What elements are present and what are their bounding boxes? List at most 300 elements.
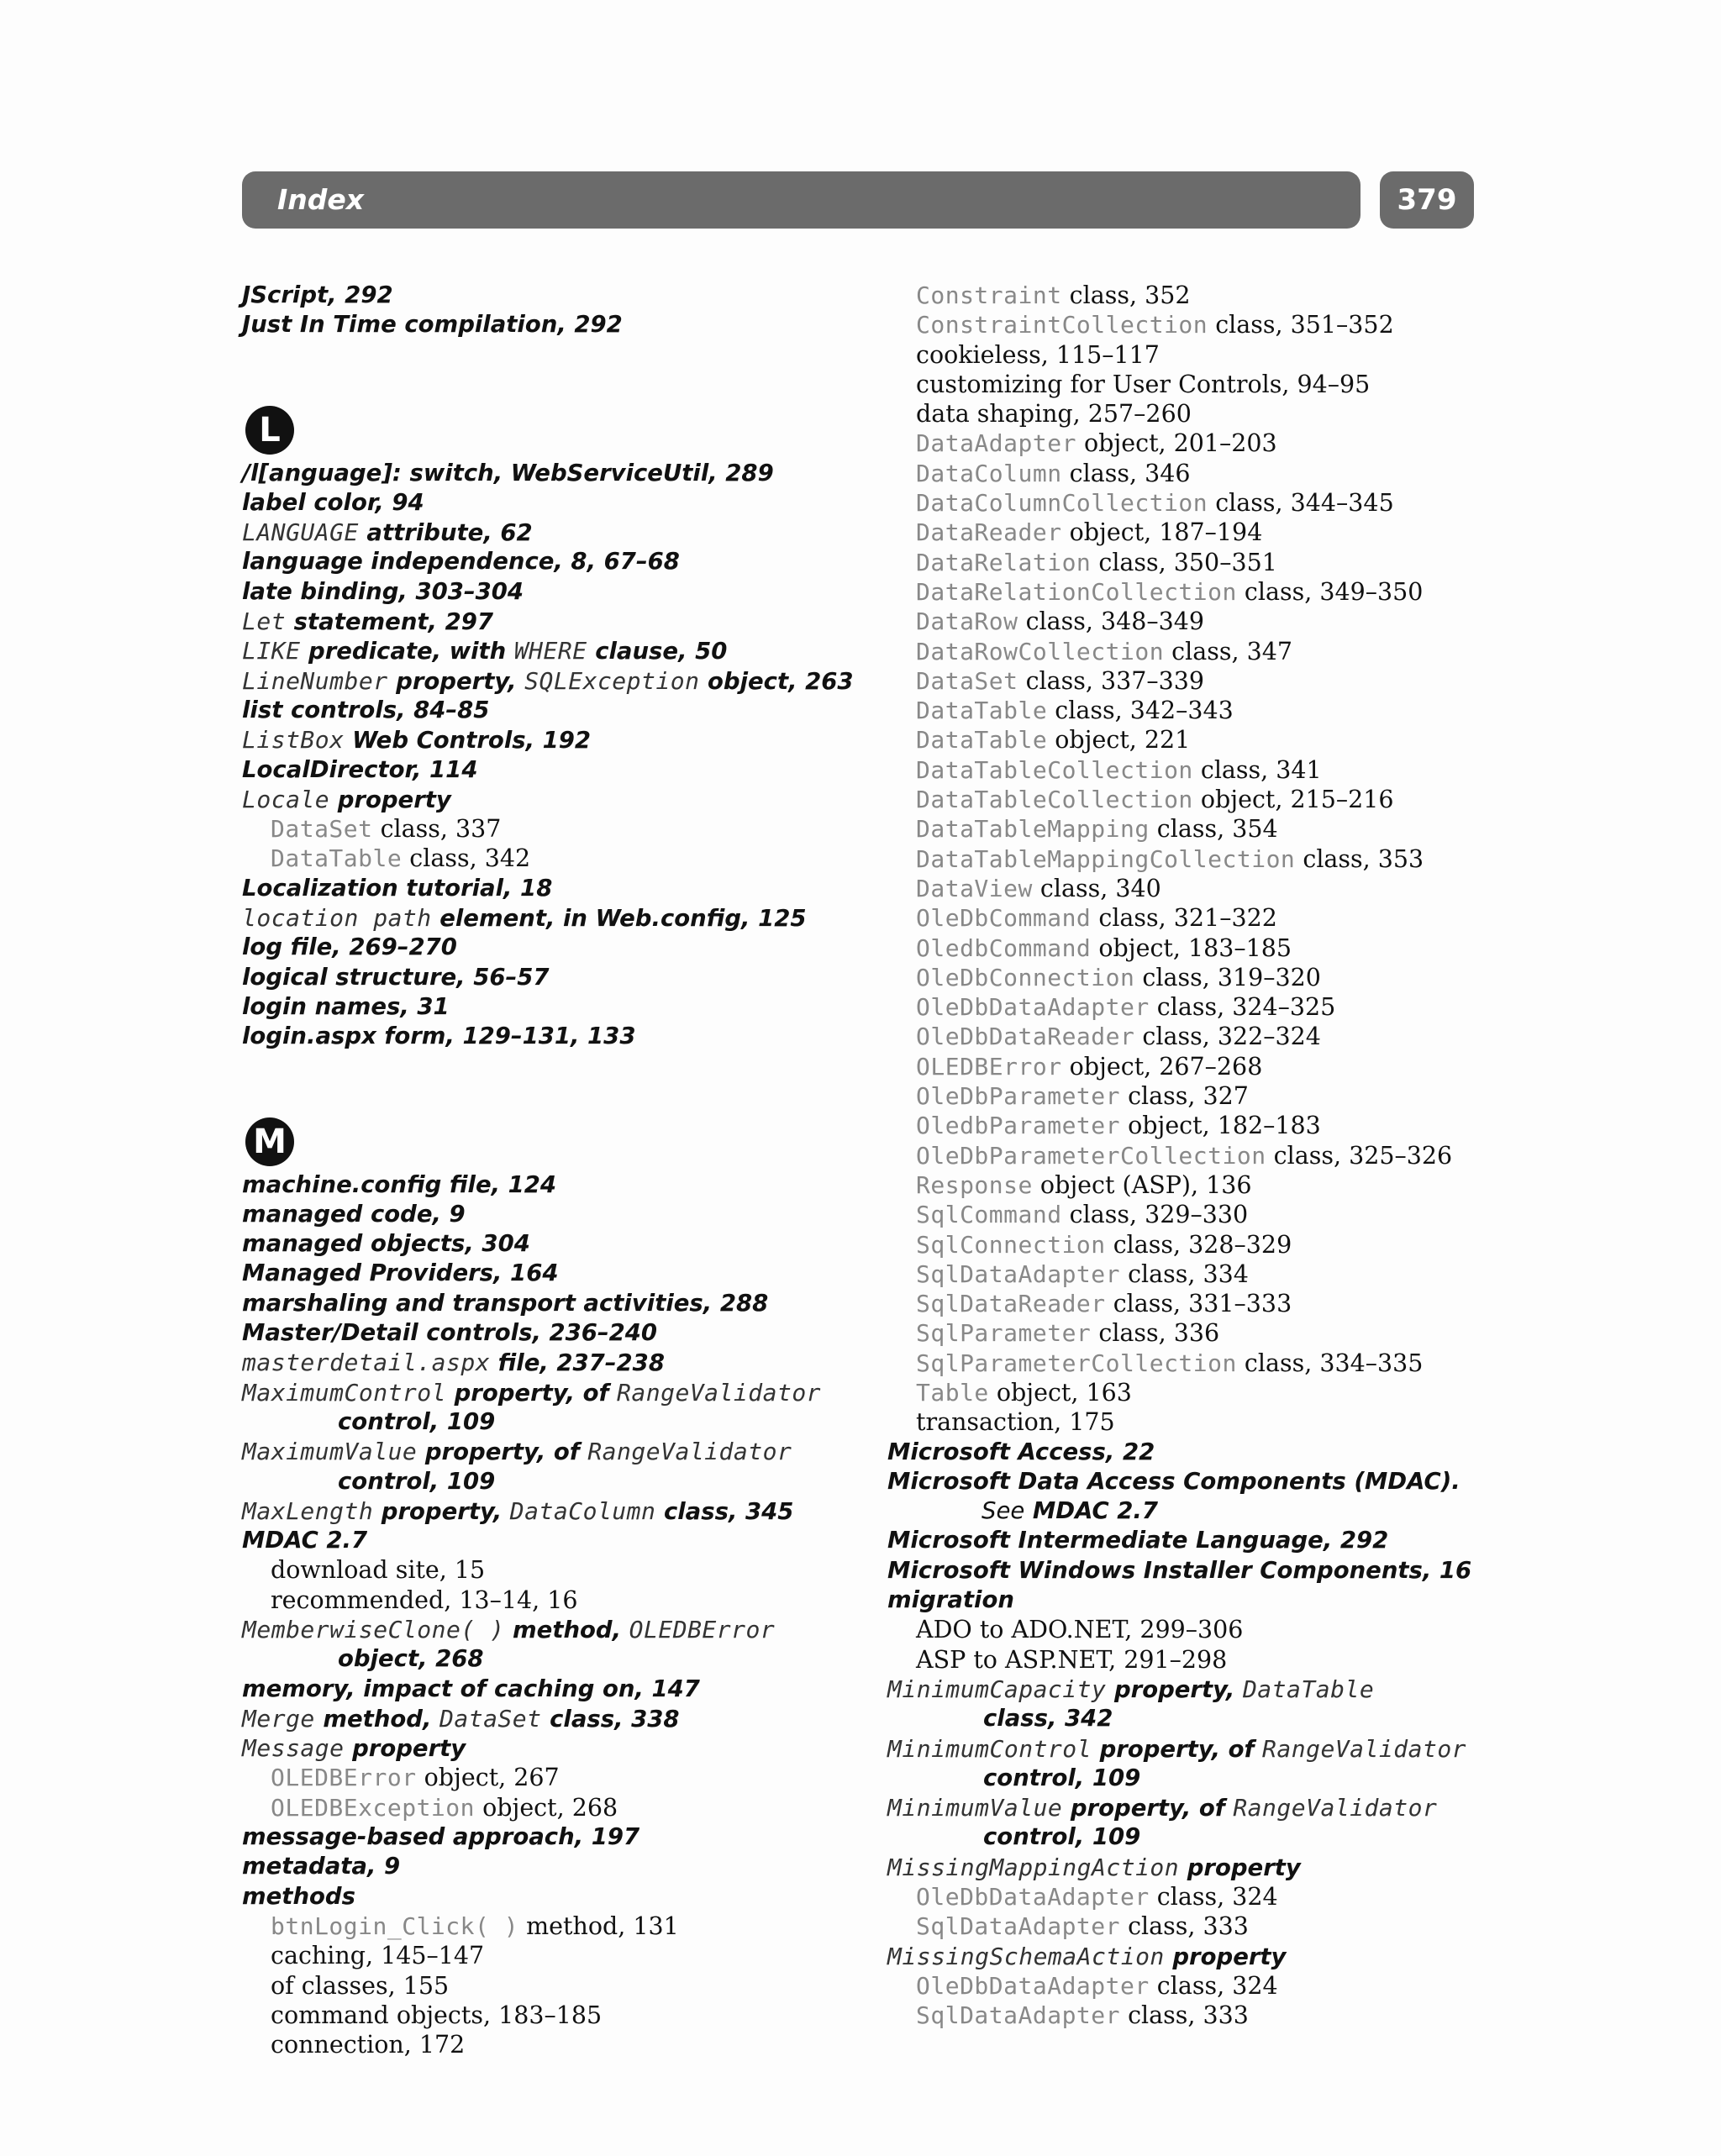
code-term: DataReader <box>916 518 1062 547</box>
entry-text: class, 347 <box>1164 637 1292 665</box>
entry-text: Microsoft Windows Installer Components, 16 <box>887 1556 1472 1584</box>
entry-text: class, 325–326 <box>1266 1141 1453 1170</box>
index-subentry <box>887 281 1492 310</box>
index-entry <box>242 607 864 636</box>
entry-text: MDAC 2.7 <box>1024 1497 1158 1525</box>
index-subentry <box>887 844 1492 874</box>
entry-text: clause, 50 <box>587 638 728 665</box>
entry-text: ADO to ADO.NET, 299–306 <box>916 1616 1244 1644</box>
entry-text: methods <box>242 1882 355 1910</box>
index-subentry <box>887 459 1492 488</box>
index-subentry <box>887 1349 1492 1378</box>
index-entry-continued <box>887 1822 1492 1852</box>
index-entry <box>242 577 864 607</box>
entry-text: property, <box>373 1497 510 1525</box>
entry-text: file, 237–238 <box>490 1349 665 1377</box>
entry-text: class, 342 <box>983 1705 1113 1733</box>
code-term: DataTableCollection <box>916 786 1193 814</box>
index-entry <box>887 1438 1492 1467</box>
code-term: DataSet <box>271 815 373 844</box>
index-entry <box>887 1556 1492 1585</box>
entry-text: class, 322–324 <box>1134 1023 1321 1051</box>
code-term: DataSet <box>916 666 1018 695</box>
code-term: ConstraintCollection <box>916 311 1208 339</box>
index-subentry <box>887 518 1492 547</box>
index-entry <box>242 1675 864 1704</box>
letter-badge: M <box>245 1117 294 1166</box>
index-subentry <box>242 1585 864 1615</box>
index-entry <box>887 1467 1492 1496</box>
index-entry-continued <box>242 1407 864 1437</box>
index-subentry <box>242 814 864 844</box>
index-subentry <box>887 1022 1492 1051</box>
entry-text: Localization tutorial, 18 <box>242 874 553 902</box>
code-term: MaximumValue <box>242 1438 418 1466</box>
code-term: RangeValidator <box>617 1378 822 1407</box>
code-term: SqlDataAdapter <box>916 1912 1121 1941</box>
index-entry <box>242 992 864 1022</box>
index-entry <box>242 1259 864 1288</box>
index-subentry <box>242 2001 864 2030</box>
entry-text: list controls, 84–85 <box>242 696 490 723</box>
running-header-title: Index <box>277 183 365 216</box>
index-entry <box>242 1852 864 1881</box>
entry-text: object, 267 <box>416 1764 560 1792</box>
index-subentry <box>887 1615 1492 1644</box>
entry-text: connection, 172 <box>271 2031 466 2059</box>
entry-text: property, of <box>417 1438 588 1466</box>
index-subentry <box>242 844 864 873</box>
entry-text: ASP to ASP.NET, 291–298 <box>916 1645 1228 1674</box>
code-term: DataAdapter <box>916 429 1076 458</box>
index-entry <box>242 696 864 725</box>
entry-text: method, <box>504 1616 629 1643</box>
index-entry <box>242 459 864 488</box>
index-subentry <box>887 874 1492 903</box>
entry-text: caching, 145–147 <box>271 1942 485 1970</box>
code-term: DataColumnCollection <box>916 489 1208 518</box>
entry-text: class, 349–350 <box>1236 577 1424 606</box>
index-subentry <box>242 1793 864 1822</box>
index-entry <box>242 1822 864 1852</box>
index-entry <box>242 518 864 547</box>
index-entry <box>242 1526 864 1555</box>
entry-text: class, 329–330 <box>1061 1201 1249 1229</box>
entry-text: class, 348–349 <box>1018 607 1205 636</box>
code-term: DataTable <box>916 726 1048 755</box>
code-term: OledbParameter <box>916 1112 1121 1140</box>
index-subentry <box>887 399 1492 429</box>
index-entry <box>887 1675 1492 1704</box>
entry-text: Just In Time compilation, 292 <box>242 311 623 339</box>
entry-text: memory, impact of caching on, 147 <box>242 1675 700 1702</box>
index-subentry <box>887 1911 1492 1941</box>
code-term: OleDbDataAdapter <box>916 1971 1150 2000</box>
index-entry <box>242 1170 864 1200</box>
index-subentry <box>887 1407 1492 1437</box>
index-entry <box>242 1318 864 1348</box>
code-term: SqlConnection <box>916 1230 1106 1259</box>
index-entry <box>242 1229 864 1259</box>
see-reference <box>887 1496 1492 1526</box>
entry-text: method, 131 <box>518 1911 679 1940</box>
entry-text: LocalDirector, 114 <box>242 755 478 783</box>
entry-text: class, 324–325 <box>1149 993 1336 1022</box>
index-subentry <box>887 1111 1492 1140</box>
index-entry <box>242 1348 864 1377</box>
index-entry <box>242 1615 864 1644</box>
code-term: masterdetail.aspx <box>242 1349 491 1377</box>
index-subentry <box>887 488 1492 518</box>
letter-badge: L <box>245 406 294 455</box>
code-term: SqlCommand <box>916 1201 1062 1229</box>
entry-text: element, in Web.config, 125 <box>431 905 807 933</box>
code-term: DataColumn <box>509 1496 656 1525</box>
entry-text: class, 341 <box>1192 755 1322 784</box>
index-subentry <box>887 1378 1492 1407</box>
index-subentry <box>242 1555 864 1585</box>
index-entry <box>242 1022 864 1051</box>
index-entry <box>242 310 864 339</box>
entry-text: object, 183–185 <box>1091 933 1292 962</box>
code-term: MaximumControl <box>242 1378 447 1407</box>
entry-text: control, 109 <box>983 1823 1141 1851</box>
code-term: Locale <box>242 785 330 813</box>
code-term: SQLException <box>524 666 700 695</box>
code-term: MinimumValue <box>887 1794 1063 1822</box>
code-term: OleDbConnection <box>916 963 1135 991</box>
entry-text: object, 163 <box>988 1378 1132 1407</box>
code-term: Let <box>242 607 287 636</box>
index-subentry <box>887 1289 1492 1318</box>
index-entry <box>242 1496 864 1526</box>
index-entry <box>242 903 864 933</box>
index-entry-continued <box>242 1467 864 1496</box>
index-subentry <box>242 1971 864 2001</box>
entry-text: class, 353 <box>1295 844 1424 873</box>
index-subentry <box>887 577 1492 607</box>
index-subentry <box>887 725 1492 755</box>
entry-text: object, 267–268 <box>1061 1052 1263 1081</box>
index-subentry <box>887 696 1492 725</box>
code-term: OleDbDataReader <box>916 1023 1135 1051</box>
index-subentry <box>887 2001 1492 2030</box>
code-term: RangeValidator <box>1262 1734 1467 1763</box>
entry-text: class, 350–351 <box>1091 548 1277 576</box>
code-term: RangeValidator <box>1233 1794 1438 1822</box>
index-entry <box>242 785 864 814</box>
code-term: OleDbParameter <box>916 1082 1121 1111</box>
index-entry <box>242 1882 864 1911</box>
entry-text: class, 324 <box>1149 1971 1278 2000</box>
entry-text: customizing for User Controls, 94–95 <box>916 370 1371 398</box>
index-subentry <box>242 1763 864 1792</box>
index-entry <box>887 1585 1492 1615</box>
index-entry <box>887 1853 1492 1882</box>
entry-text: message-based approach, 197 <box>242 1823 640 1851</box>
entry-text: object, 201–203 <box>1076 429 1277 458</box>
index-subentry <box>887 1318 1492 1348</box>
code-term: SqlDataReader <box>916 1290 1106 1318</box>
entry-text: property <box>1164 1943 1287 1970</box>
code-term: OleDbCommand <box>916 904 1092 933</box>
index-entry <box>242 1200 864 1229</box>
index-entry <box>887 1734 1492 1764</box>
index-entry <box>242 1733 864 1763</box>
running-header-bar <box>242 171 1360 229</box>
code-term: DataSet <box>439 1704 542 1733</box>
code-term: OLEDBError <box>271 1764 417 1792</box>
entry-text: class, 342–343 <box>1047 697 1234 725</box>
code-term: LANGUAGE <box>242 518 359 547</box>
entry-text: object, 268 <box>475 1793 618 1822</box>
code-term: SqlParameterCollection <box>916 1349 1237 1377</box>
entry-text: JScript, 292 <box>242 281 393 308</box>
entry-text: predicate, with <box>300 638 514 665</box>
code-term: MaxLength <box>242 1496 374 1525</box>
index-subentry <box>887 607 1492 636</box>
code-term: DataRelation <box>916 548 1092 576</box>
entry-text: class, 346 <box>1061 459 1191 487</box>
index-subentry <box>887 666 1492 696</box>
entry-text: MDAC 2.7 <box>242 1527 368 1554</box>
code-term: SqlDataAdapter <box>916 2001 1121 2030</box>
code-term: Message <box>242 1734 345 1763</box>
entry-text: download site, 15 <box>271 1556 486 1585</box>
code-term: DataTableMapping <box>916 815 1150 844</box>
index-entry <box>242 874 864 903</box>
entry-text: Web Controls, 192 <box>344 727 592 755</box>
entry-text: property <box>329 786 451 813</box>
code-term: SqlDataAdapter <box>916 1259 1121 1288</box>
entry-text: Master/Detail controls, 236–240 <box>242 1319 658 1347</box>
index-subentry <box>887 1081 1492 1111</box>
index-subentry <box>887 637 1492 666</box>
index-entry <box>242 933 864 962</box>
index-entry-continued <box>242 1644 864 1674</box>
index-subentry <box>887 1200 1492 1229</box>
entry-text: class, 351–352 <box>1208 311 1394 339</box>
index-entry <box>242 547 864 576</box>
code-term: DataRelationCollection <box>916 577 1237 606</box>
code-term: MinimumControl <box>887 1734 1092 1763</box>
entry-text: marshaling and transport activities, 288 <box>242 1289 769 1317</box>
entry-text: object, 268 <box>338 1645 484 1673</box>
index-entry <box>242 1378 864 1407</box>
entry-text: class, 334 <box>1120 1259 1249 1288</box>
code-term: DataTableCollection <box>916 755 1193 784</box>
entry-text: login.aspx form, 129–131, 133 <box>242 1023 636 1050</box>
code-term: Response <box>916 1170 1033 1199</box>
code-term: OleDbParameterCollection <box>916 1141 1266 1170</box>
entry-text: object, 182–183 <box>1120 1112 1321 1140</box>
entry-text: See <box>982 1497 1025 1525</box>
entry-text: machine.config file, 124 <box>242 1170 557 1198</box>
entry-text: metadata, 9 <box>242 1853 401 1880</box>
code-term: OLEDBError <box>629 1615 776 1643</box>
code-term: ListBox <box>242 726 345 755</box>
code-term: MinimumCapacity <box>887 1675 1107 1703</box>
section-letter-m <box>242 1111 864 1170</box>
entry-text: control, 109 <box>338 1467 496 1495</box>
code-term: DataTable <box>271 844 403 873</box>
index-subentry <box>887 933 1492 963</box>
entry-text: object, 215–216 <box>1192 786 1394 814</box>
entry-text: log file, 269–270 <box>242 933 457 961</box>
index-subentry <box>887 814 1492 844</box>
entry-text: cookieless, 115–117 <box>916 340 1160 369</box>
entry-text: class, 333 <box>1120 1912 1249 1941</box>
code-term: Table <box>916 1378 989 1407</box>
entry-text: property, <box>387 667 525 695</box>
code-term: RangeValidator <box>587 1438 792 1466</box>
index-subentry <box>887 340 1492 370</box>
entry-text: attribute, 62 <box>358 519 533 547</box>
entry-text: method, <box>314 1705 439 1733</box>
entry-text: command objects, 183–185 <box>271 2001 603 2029</box>
index-entry-continued <box>887 1704 1492 1733</box>
entry-text: class, 345 <box>655 1497 794 1525</box>
index-subentry <box>887 1971 1492 2001</box>
code-term: MissingMappingAction <box>887 1853 1180 1881</box>
index-entry <box>242 636 864 665</box>
code-term: LineNumber <box>242 666 388 695</box>
index-subentry <box>887 1259 1492 1289</box>
index-subentry <box>242 1911 864 1941</box>
entry-text: class, 319–320 <box>1134 963 1321 991</box>
code-term: Merge <box>242 1704 315 1733</box>
index-entry <box>242 963 864 992</box>
index-entry <box>242 755 864 785</box>
entry-text: class, 328–329 <box>1105 1230 1292 1259</box>
entry-text: object (ASP), 136 <box>1032 1170 1252 1199</box>
index-subentry <box>887 1052 1492 1081</box>
code-term: OledbCommand <box>916 933 1092 962</box>
index-entry <box>887 1526 1492 1555</box>
entry-text: class, 344–345 <box>1208 489 1394 518</box>
entry-text: property <box>344 1735 466 1763</box>
entry-text: logical structure, 56–57 <box>242 963 550 991</box>
code-term: OLEDBException <box>271 1793 476 1822</box>
entry-text: property, of <box>1062 1795 1234 1822</box>
entry-text: property, of <box>1092 1735 1263 1763</box>
index-subentry <box>887 548 1492 577</box>
entry-text: class, 337–339 <box>1018 666 1205 695</box>
entry-text: migration <box>887 1586 1014 1614</box>
entry-text: login names, 31 <box>242 992 450 1020</box>
entry-text: recommended, 13–14, 16 <box>271 1585 578 1614</box>
index-entry <box>242 725 864 755</box>
entry-text: class, 321–322 <box>1091 904 1277 933</box>
entry-text: label color, 94 <box>242 488 424 516</box>
code-term: MissingSchemaAction <box>887 1942 1165 1970</box>
entry-text: object, 221 <box>1047 726 1191 755</box>
index-subentry <box>887 1645 1492 1675</box>
entry-text: of classes, 155 <box>271 1971 450 2000</box>
entry-text: language independence, 8, 67–68 <box>242 548 680 576</box>
entry-text: property <box>1179 1854 1301 1881</box>
entry-text: Microsoft Intermediate Language, 292 <box>887 1527 1389 1554</box>
entry-text: /l[anguage]: switch, WebServiceUtil, 289 <box>242 459 774 486</box>
index-entry <box>242 1289 864 1318</box>
code-term: DataTable <box>1242 1675 1375 1703</box>
index-subentry <box>887 429 1492 458</box>
entry-text: statement, 297 <box>286 608 493 636</box>
entry-text: managed objects, 304 <box>242 1230 530 1258</box>
entry-text: Microsoft Data Access Components (MDAC). <box>887 1467 1460 1495</box>
index-subentry <box>887 1882 1492 1911</box>
entry-text: class, 331–333 <box>1105 1290 1292 1318</box>
code-term: WHERE <box>513 637 587 665</box>
entry-text: object, 187–194 <box>1061 518 1263 547</box>
entry-text: control, 109 <box>983 1764 1141 1791</box>
entry-text: data shaping, 257–260 <box>916 400 1192 429</box>
index-entry <box>242 488 864 518</box>
index-subentry <box>887 1230 1492 1259</box>
entry-text: class, 354 <box>1149 815 1278 844</box>
code-term: location path <box>242 904 432 933</box>
index-subentry <box>887 1170 1492 1200</box>
index-subentry <box>887 785 1492 814</box>
index-column-left <box>242 281 864 2059</box>
index-subentry <box>887 310 1492 339</box>
index-entry <box>887 1793 1492 1822</box>
entry-text: class, 334–335 <box>1236 1349 1424 1377</box>
code-term: btnLogin_Click( ) <box>271 1911 519 1940</box>
code-term: OLEDBError <box>916 1052 1062 1081</box>
code-term: LIKE <box>242 637 301 665</box>
index-subentry <box>887 903 1492 933</box>
section-letter-l <box>242 399 864 459</box>
entry-text: class, 327 <box>1120 1082 1249 1111</box>
code-term: OleDbDataAdapter <box>916 1883 1150 1911</box>
index-column-right <box>887 281 1492 2031</box>
index-entry <box>242 1704 864 1733</box>
code-term: MemberwiseClone( ) <box>242 1615 505 1643</box>
code-term: DataTableMappingCollection <box>916 844 1296 873</box>
entry-text: property, <box>1106 1675 1243 1703</box>
index-subentry <box>242 2030 864 2059</box>
entry-text: class, 342 <box>402 844 531 873</box>
code-term: DataColumn <box>916 459 1062 487</box>
index-subentry <box>887 963 1492 992</box>
entry-text: late binding, 303–304 <box>242 577 524 605</box>
code-term: Constraint <box>916 281 1062 309</box>
entry-text: class, 336 <box>1091 1319 1220 1348</box>
entry-text: class, 324 <box>1149 1883 1278 1911</box>
index-subentry <box>887 755 1492 785</box>
code-term: OleDbDataAdapter <box>916 993 1150 1022</box>
entry-text: Managed Providers, 164 <box>242 1259 559 1287</box>
entry-text: class, 337 <box>372 815 502 844</box>
code-term: DataTable <box>916 697 1048 725</box>
index-subentry <box>887 370 1492 399</box>
entry-text: class, 338 <box>541 1705 680 1733</box>
entry-text: class, 333 <box>1120 2001 1249 2030</box>
code-term: DataRow <box>916 607 1018 636</box>
entry-text: class, 340 <box>1032 874 1161 902</box>
entry-text: control, 109 <box>338 1407 496 1435</box>
index-entry <box>242 281 864 310</box>
code-term: SqlParameter <box>916 1319 1092 1348</box>
entry-text: Microsoft Access, 22 <box>887 1438 1155 1465</box>
index-entry-continued <box>887 1764 1492 1793</box>
index-entry <box>887 1942 1492 1971</box>
entry-text: class, 352 <box>1061 281 1191 309</box>
page-number: 379 <box>1380 171 1474 229</box>
index-entry <box>242 666 864 696</box>
code-term: DataView <box>916 874 1033 902</box>
